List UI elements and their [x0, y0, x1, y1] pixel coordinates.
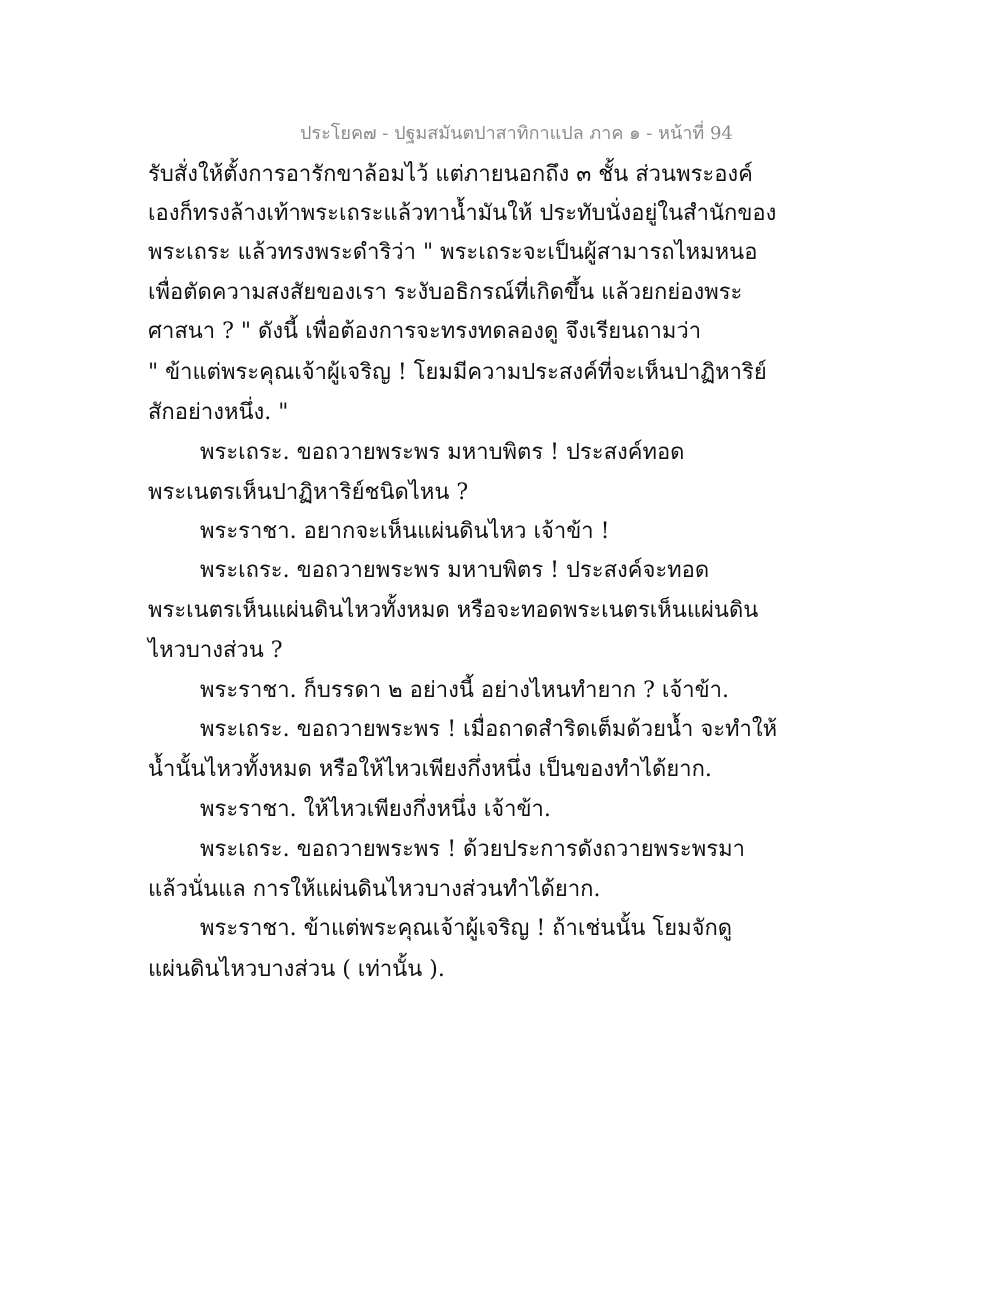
body-line: พระเนตรเห็นปาฏิหาริย์ชนิดไหน ?	[148, 480, 469, 505]
body-line: น้ำนั้นไหวทั้งหมด หรือให้ไหวเพียงกึ่งหนึ่ง เป็นของทำได้ยาก.	[148, 757, 712, 782]
body-line: " ข้าแต่พระคุณเจ้าผู้เจริญ ! โยมมีความประสงค์ที่จะเห็นปาฏิหาริย์	[148, 360, 767, 385]
dialogue-line: พระราชา. ก็บรรดา ๒ อย่างนี้ อย่างไหนทำยาก ? เจ้าข้า.	[200, 678, 730, 703]
body-line: สักอย่างหนึ่ง. "	[148, 400, 289, 425]
dialogue-line: พระเถระ. ขอถวายพระพร ! ด้วยประการดังถวายพระพรมา	[200, 837, 745, 862]
dialogue-line: พระราชา. ให้ไหวเพียงกึ่งหนึ่ง เจ้าข้า.	[200, 797, 551, 822]
running-header: ประโยค๗ - ปฐมสมันตปาสาทิกาแปล ภาค ๑ - หน้าที่ 94	[300, 123, 733, 144]
body-line: แล้วนั่นแล การให้แผ่นดินไหวบางส่วนทำได้ยาก.	[148, 877, 601, 902]
body-line: เองก็ทรงล้างเท้าพระเถระแล้วทาน้ำมันให้ ประทับนั่งอยู่ในสำนักของ	[148, 201, 777, 226]
body-line: ไหวบางส่วน ?	[148, 638, 283, 663]
body-line: รับสั่งให้ตั้งการอารักขาล้อมไว้ แต่ภายนอกถึง ๓ ชั้น ส่วนพระองค์	[148, 162, 753, 187]
body-line: พระเถระ แล้วทรงพระดำริว่า " พระเถระจะเป็นผู้สามารถไหมหนอ	[148, 240, 758, 265]
dialogue-line: พระราชา. ข้าแต่พระคุณเจ้าผู้เจริญ ! ถ้าเช่นนั้น โยมจักดู	[200, 916, 733, 941]
dialogue-line: พระเถระ. ขอถวายพระพร ! เมื่อถาดสำริดเต็มด้วยน้ำ จะทำให้	[200, 717, 778, 742]
dialogue-line: พระเถระ. ขอถวายพระพร มหาบพิตร ! ประสงค์ทอด	[200, 440, 685, 465]
dialogue-line: พระราชา. อยากจะเห็นแผ่นดินไหว เจ้าข้า !	[200, 519, 610, 544]
body-line: ศาสนา ? " ดังนี้ เพื่อต้องการจะทรงทดลองดู จึงเรียนถามว่า	[148, 319, 702, 344]
body-line: แผ่นดินไหวบางส่วน ( เท่านั้น ).	[148, 957, 445, 982]
body-line: พระเนตรเห็นแผ่นดินไหวทั้งหมด หรือจะทอดพระเนตรเห็นแผ่นดิน	[148, 598, 759, 623]
body-line: เพื่อตัดความสงสัยของเรา ระงับอธิกรณ์ที่เกิดขึ้น แล้วยกย่องพระ	[148, 280, 743, 305]
dialogue-line: พระเถระ. ขอถวายพระพร มหาบพิตร ! ประสงค์จะทอด	[200, 558, 710, 583]
